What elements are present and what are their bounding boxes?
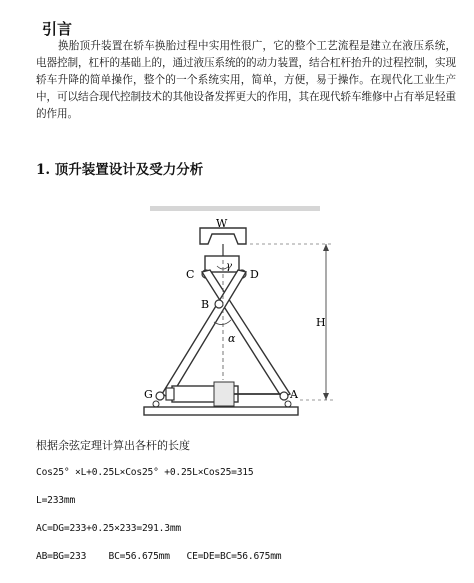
pin-b xyxy=(215,300,223,308)
label-d: D xyxy=(250,268,259,281)
formula-line: L=233mm xyxy=(36,495,76,506)
scan-artifact-strip xyxy=(150,206,320,211)
dim-h-arrow-top xyxy=(323,244,329,251)
arm-ca xyxy=(202,270,290,398)
formula-line: AC=DG=233+0.25×233=291.3mm xyxy=(36,523,181,534)
label-g: G xyxy=(144,388,153,401)
pin-a xyxy=(280,392,288,400)
formula-line: Cos25° ×L+0.25L×Cos25° +0.25L×Cos25=315 xyxy=(36,467,254,478)
label-gamma: γ xyxy=(226,261,232,272)
saddle-plate xyxy=(200,228,246,244)
calc-caption: 根据余弦定理计算出各杆的长度 xyxy=(36,439,190,452)
label-b: B xyxy=(201,298,210,311)
base-plate xyxy=(144,407,298,415)
pin-g xyxy=(156,392,164,400)
label-w: W xyxy=(216,217,228,230)
cylinder-cap xyxy=(166,388,174,400)
dim-h-arrow-bottom xyxy=(323,393,329,400)
label-h: H xyxy=(316,316,326,329)
piston-block xyxy=(214,382,234,406)
roller-g xyxy=(153,401,159,407)
roller-a xyxy=(285,401,291,407)
intro-paragraph: 换胎顶升装置在轿车换胎过程中实用性很广，它的整个工艺流程是建立在液压系统，电器控制，杠杆的基础上的，通过液压系统的的动力装置，结合杠杆抬升的过程控制，实现轿车升降的简单操作，整个的一个系统实用，简单，方便，易于操作。在现代化工业生产中，可以结合现代控制技术的其他设备发挥更大的作用，其在现代轿车维修中占有举足轻重的作用。 xyxy=(36,40,456,120)
scissor-jack-diagram xyxy=(130,200,350,428)
label-c: C xyxy=(186,268,195,281)
intro-heading: 引言 xyxy=(42,20,73,38)
label-alpha: α xyxy=(228,332,236,345)
formula-line: AB=BG=233 BC=56.675mm CE=DE=BC=56.675mm xyxy=(36,551,282,562)
label-a: A xyxy=(290,388,298,401)
section-heading: 1. 顶升装置设计及受力分析 xyxy=(36,162,204,178)
